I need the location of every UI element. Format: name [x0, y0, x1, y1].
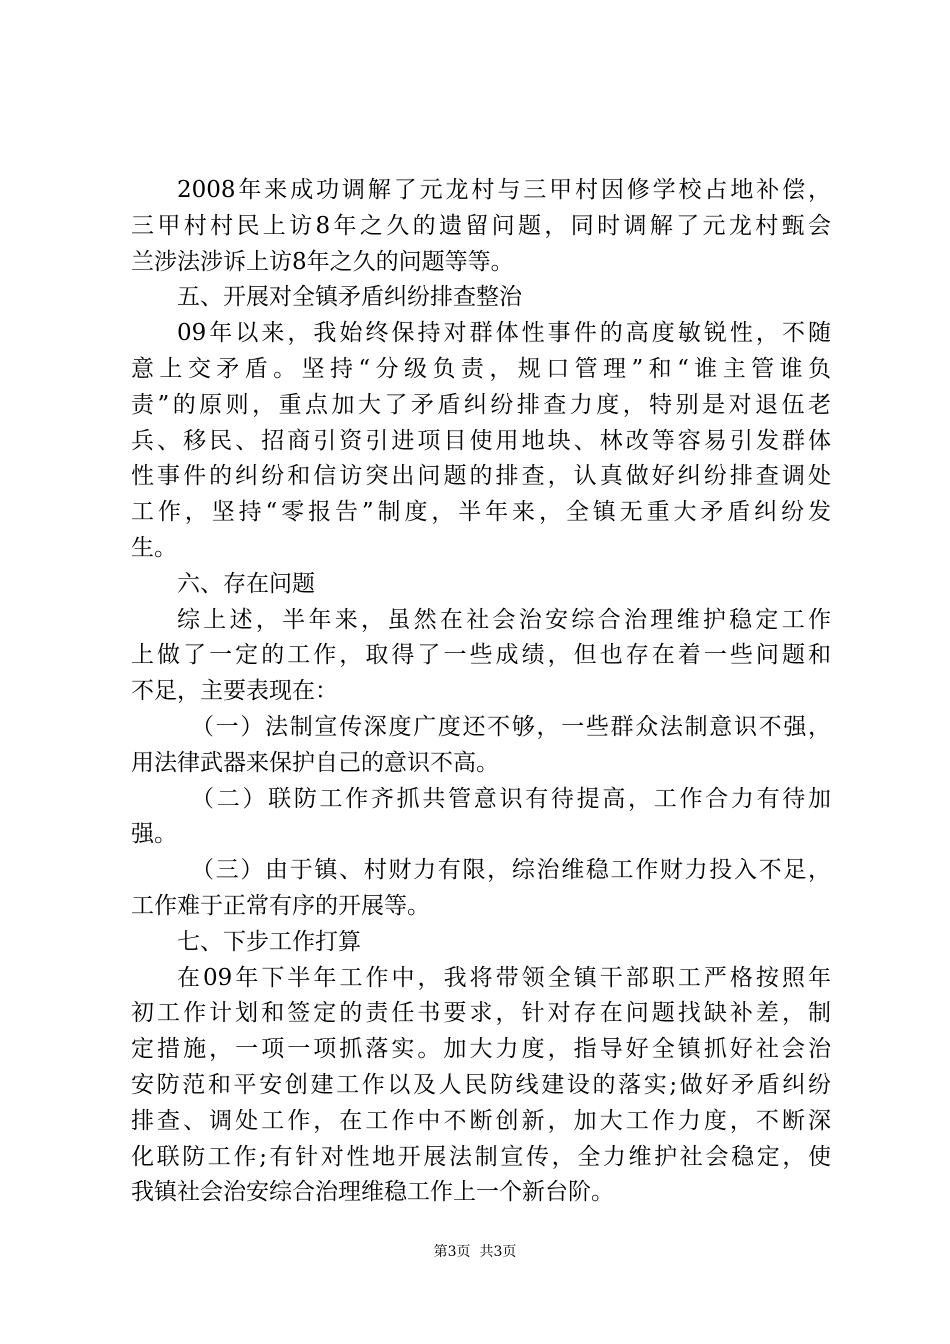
text-line: 不足，主要表现在： — [131, 678, 338, 705]
text-line: 工作难于正常有序的开展等。 — [131, 892, 430, 919]
text-line: 用法律武器来保护自己的意识不高。 — [131, 749, 499, 776]
text-line: 强。 — [131, 821, 177, 848]
text-line: 化联防工作;有针对性地开展法制宣传，全力维护社会稳定，使 — [131, 1143, 831, 1170]
text-line: （一）法制宣传深度广度还不够，一些群众法制意识不强， — [191, 713, 831, 740]
text-line: 责”的原则，重点加大了矛盾纠纷排查力度，特别是对退伍老 — [131, 391, 831, 418]
text-line: 我镇社会治安综合治理维稳工作上一个新台阶。 — [131, 1179, 614, 1206]
text-line: 综上述，半年来，虽然在社会治安综合治理维护稳定工作 — [177, 606, 831, 633]
text-line: 五、开展对全镇矛盾纠纷排查整治 — [177, 284, 522, 311]
page-number-footer: 第3页 共3页 — [433, 1244, 517, 1260]
text-line: 定措施，一项一项抓落实。加大力度，指导好全镇抓好社会治 — [131, 1036, 831, 1063]
text-line: （二）联防工作齐抓共管意识有待提高，工作合力有待加 — [191, 785, 831, 812]
text-line: 安防范和平安创建工作以及人民防线建设的落实;做好矛盾纠纷 — [131, 1071, 831, 1098]
text-line: （三）由于镇、村财力有限，综治维稳工作财力投入不足， — [191, 857, 831, 884]
text-line: 意上交矛盾。坚持“分级负责，规口管理”和“谁主管谁负 — [131, 355, 831, 382]
text-line: 生。 — [131, 534, 177, 561]
document-body — [131, 173, 831, 1211]
text-line: 上做了一定的工作，取得了一些成绩，但也存在着一些问题和 — [131, 642, 831, 669]
text-line: 工作，坚持“零报告”制度，半年来，全镇无重大矛盾纠纷发 — [131, 499, 831, 526]
text-line: 性事件的纠纷和信访突出问题的排查，认真做好纠纷排查调处 — [131, 463, 831, 490]
text-line: 排查、调处工作，在工作中不断创新，加大工作力度，不断深 — [131, 1107, 831, 1134]
text-line: 2008年来成功调解了元龙村与三甲村因修学校占地补偿， — [177, 177, 831, 203]
text-line: 09年以来，我始终保持对群体性事件的高度敏锐性，不随 — [177, 320, 831, 347]
text-line: 七、下步工作打算 — [177, 928, 361, 955]
text-line: 六、存在问题 — [177, 570, 315, 597]
text-line: 兰涉法涉诉上访8年之久的问题等等。 — [131, 248, 514, 275]
text-line: 在09年下半年工作中，我将带领全镇干部职工严格按照年 — [177, 964, 831, 991]
text-line: 兵、移民、招商引资引进项目使用地块、林改等容易引发群体 — [131, 427, 831, 454]
text-line: 初工作计划和签定的责任书要求，针对存在问题找缺补差，制 — [131, 1000, 831, 1027]
text-line: 三甲村村民上访8年之久的遗留问题，同时调解了元龙村甄会 — [131, 212, 831, 239]
